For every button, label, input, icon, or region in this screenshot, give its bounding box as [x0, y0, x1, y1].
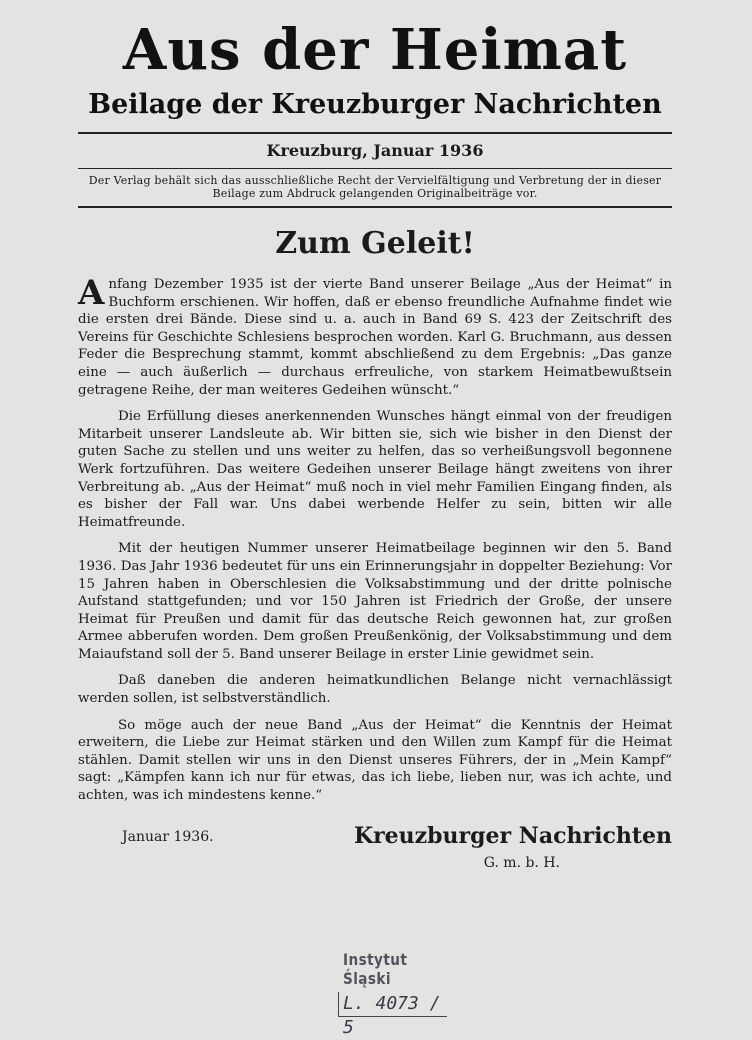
article-paragraph: Daß daneben die anderen heimatkundlichen Belange nicht vernachlässigt werden sollen, ist selbstverständlich.: [78, 673, 672, 707]
signature-block: [78, 823, 672, 883]
article-title: Zum Geleit!: [275, 226, 475, 261]
masthead-subtitle: Beilage der Kreuzburger Nachrichten: [88, 89, 662, 120]
stamp-institution: Instytut Śląski: [343, 950, 408, 988]
article-paragraph: Die Erfüllung dieses anerkennenden Wunsches hängt einmal von der freudigen Mitarbeit unserer Landsleute ab. Wir bitten sie, sich wie bisher in den Dienst der guten Sache zu stellen und uns weiter zu helfen, das so verheißungsvoll begonnene Werk fortzuführen. Das weitere Gedeihen unserer Beilage hängt zweitens von ihrer Verbreitung ab. „Aus der Heimat“ muß noch in viel mehr Familien Eingang finden, als es bisher der Fall war. Uns dabei werbende Helfer zu sein, bitten wir alle Heimatfreunde.: [78, 409, 672, 530]
article-paragraph: So möge auch der neue Band „Aus der Heimat“ die Kenntnis der Heimat erweitern, die Liebe zur Heimat stärken und den Willen zum Kampf für die Heimat stählen. Damit stellen wir uns in den Dienst unseres Führers, der in „Mein Kampf“ sagt: „Kämpfen kann ich nur für etwas, das ich liebe, lieben nur, was ich achte, und achten, was ich mindestens kenne.“: [78, 717, 672, 804]
masthead-title: Aus der Heimat: [122, 17, 628, 83]
dateline: Kreuzburg, Januar 1936: [266, 141, 484, 160]
article-paragraph: Anfang Dezember 1935 ist der vierte Band unserer Beilage „Aus der Heimat“ in Buchform erschienen. Wir hoffen, daß er ebenso freundliche Aufnahme findet wie die ersten drei Bände. Diese sind u. a. auch in Band 69 S. 423 der Zeitschrift des Vereins für Geschichte Schlesiens besprochen worden. Karl G. Bruchmann, aus dessen Feder die Besprechung stammt, kommt abschließend zu dem Ergebnis: „Das ganze eine — auch äußerlich — durchaus erfreuliche, von starkem Heimatbewußtsein getragene Reihe, der man weiteres Gedeihen wünscht.“: [78, 273, 672, 398]
signature-date: Januar 1936.: [122, 828, 214, 845]
stamp-number: L. 4073 / 5: [338, 992, 447, 1017]
copyright-notice: Der Verlag behält sich das ausschließliche Recht der Vervielfältigung und Verbretung der in dieser Beilage zum Abdruck gelangenden Originalbeiträge vor.: [88, 174, 662, 200]
signature-company: G. m. b. H.: [483, 854, 560, 871]
signature-publisher: Kreuzburger Nachrichten: [353, 822, 672, 849]
divider: [78, 206, 672, 208]
library-stamp: [338, 950, 460, 1038]
newspaper-page: [78, 18, 672, 1008]
article-paragraph: Mit der heutigen Nummer unserer Heimatbeilage beginnen wir den 5. Band 1936. Das Jahr 1936 bedeutet für uns ein Erinnerungsjahr in doppelter Beziehung: Vor 15 Jahren haben in Oberschlesien die Volksabstimmung und der dritte polnische Aufstand stattgefunden; und vor 150 Jahren ist Friedrich der Große, der unsere Heimat für Preußen und damit für das deutsche Reich gewonnen hat, zur großen Armee abberufen worden. Dem großen Preußenkönig, der Volksabstimmung und dem Maiaufstand soll der 5. Band unserer Beilage in erster Linie gewidmet sein.: [78, 541, 672, 662]
drop-cap: A: [78, 273, 105, 313]
